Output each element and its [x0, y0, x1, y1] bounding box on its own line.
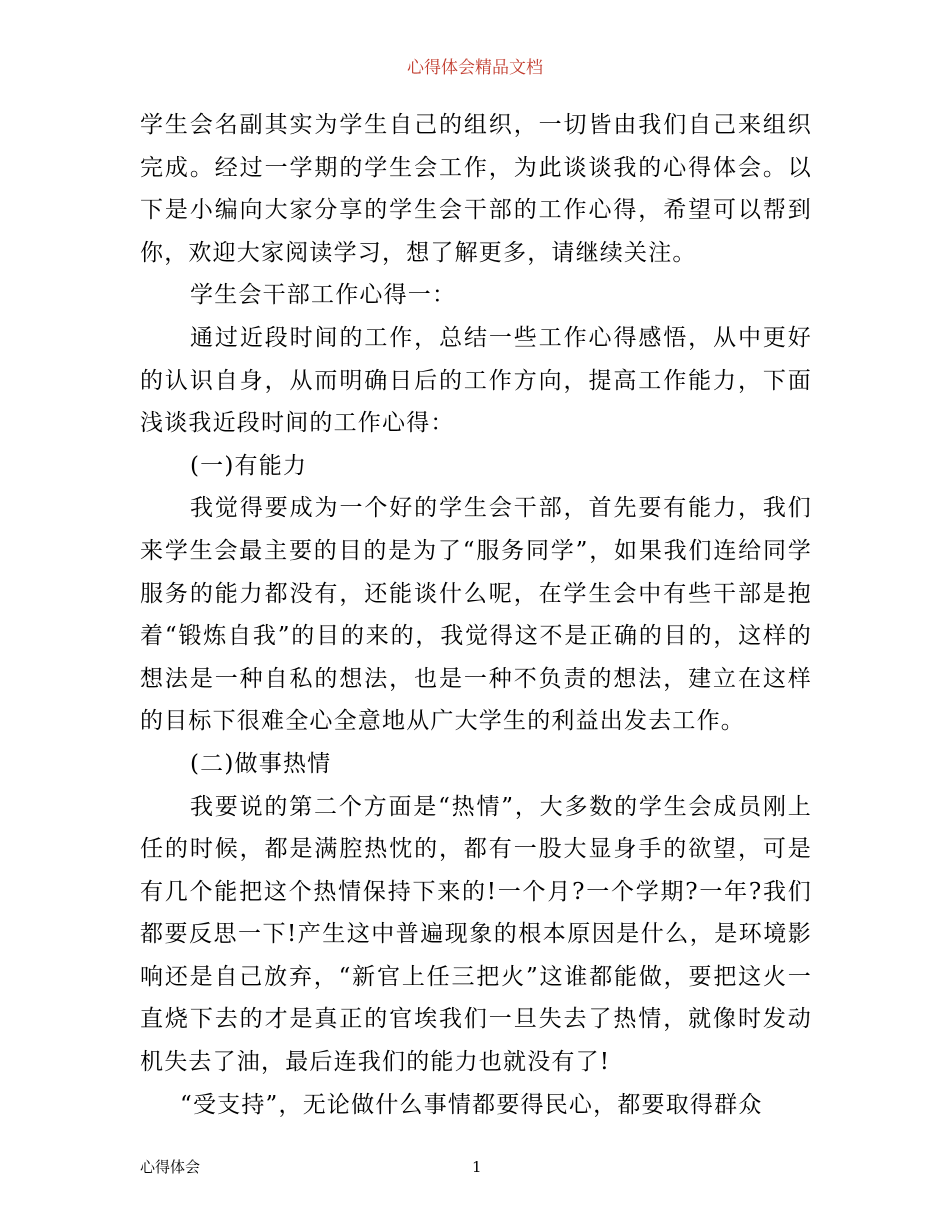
footer-label: 心得体会 [140, 1158, 201, 1176]
page-number: 1 [472, 1158, 482, 1176]
page-header: 心得体会精品文档 [407, 58, 543, 78]
document-body [140, 104, 812, 1126]
subheading-enthusiasm: (二)做事热情 [190, 750, 332, 777]
page-footer [140, 1155, 812, 1179]
paragraph-intro: 学生会名副其实为学生自己的组织，一切皆由我们自己来组织完成。经过一学期的学生会工作，为此谈谈我的心得体会。以下是小编向大家分享的学生会干部的工作心得，希望可以帮到你，欢迎大家阅读学习，想了解更多，请继续关注。 [140, 112, 812, 266]
paragraph-ability: 我觉得要成为一个好的学生会干部，首先要有能力，我们来学生会最主要的目的是为了“服务同学”，如果我们连给同学服务的能力都没有，还能谈什么呢，在学生会中有些干部是抱着“锻炼自我”的目的来的，我觉得这不是正确的目的，这样的想法是一种自私的想法，也是一种不负责的想法，建立在这样的目标下很难全心全意地从广大学生的利益出发去工作。 [140, 495, 812, 735]
paragraph-support: “受支持”，无论做什么事情都要得民心，都要取得群众 [180, 1091, 763, 1118]
paragraph-enthusiasm: 我要说的第二个方面是“热情”，大多数的学生会成员刚上任的时候，都是满腔热忱的，都有一股大显身手的欲望，可是有几个能把这个热情保持下来的!一个月?一个学期?一年?我们都要反思一下!产生这中普遍现象的根本原因是什么，是环境影响还是自己放弃，“新官上任三把火”这谁都能做，要把这火一直烧下去的才是真正的官埃我们一旦失去了热情，就像时发动机失去了油，最后连我们的能力也就没有了! [140, 793, 812, 1076]
section-heading-part-one: 学生会干部工作心得一： [190, 282, 457, 309]
subheading-ability: (一)有能力 [190, 452, 308, 479]
paragraph-summary: 通过近段时间的工作，总结一些工作心得感悟，从中更好的认识自身，从而明确日后的工作方向，提高工作能力，下面浅谈我近段时间的工作心得： [140, 324, 812, 437]
